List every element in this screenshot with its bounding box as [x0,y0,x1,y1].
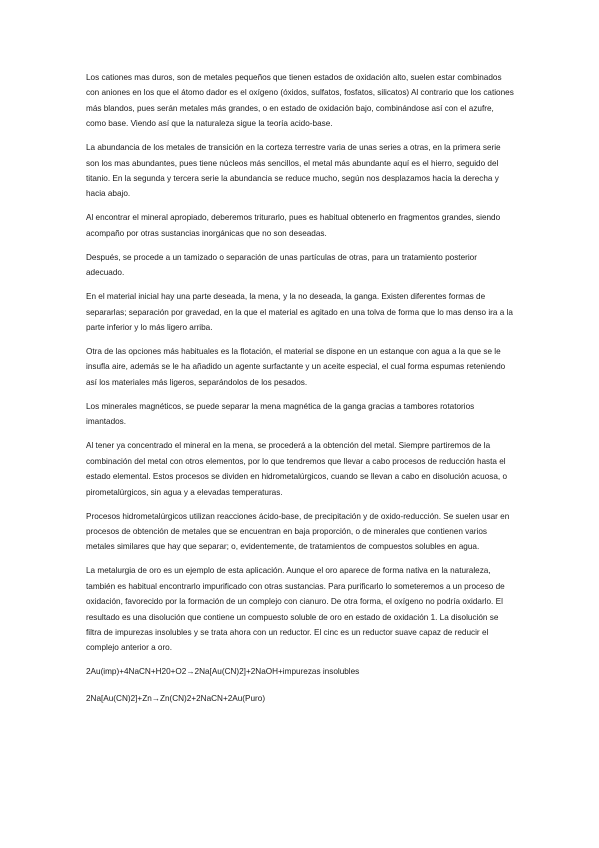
paragraph-cationes: Los cationes mas duros, son de metales pequeños que tienen estados de oxidación alto, suelen estar combinados con aniones en los que el átomo dador es el oxígeno (óxidos, sulfatos, fosfatos, silicatos) Al contrario que los cationes más blandos, pues serán metales más grandes, o en estado de oxidación bajo, combinándose así con el azufre, como base. Viendo así que la naturaleza sigue la teoría acido-base. [86,73,514,129]
equation-reduction: 2Na[Au(CN)2]+Zn→Zn(CN)2+2NaCN+2Au(Puro) [86,693,266,703]
paragraph-abundancia: La abundancia de los metales de transición en la corteza terrestre varia de unas series a otras, en la primera serie son los mas abundantes, pues tiene núcleos más sencillos, el metal más abundante aquí es el hierro, seguido del titanio. En la segunda y tercera serie la abundancia se reduce mucho, según nos desplazamos hacia la derecha y hacia abajo. [86,143,501,199]
equation-oxidation: 2Au(imp)+4NaCN+H20+O2→2Na[Au(CN)2]+2NaOH+impurezas insolubles [86,667,360,677]
paragraph-metalurgia-oro: La metalurgia de oro es un ejemplo de esta aplicación. Aunque el oro aparece de forma nativa en la naturaleza, también es habitual encontrarlo impurificado con otras sustancias. Para purificarlo lo someteremos a un proceso de oxidación, favorecido por la formación de un complejo con cianuro. De otra forma, el oxígeno no podría oxidarlo. El resultado es una disolución que contiene un compuesto soluble de oro en estado de oxidación 1. La disolución se filtra de impurezas insolubles y se trata ahora con un reductor. El cinc es un reductor suave capaz de reducir el complejo anterior a oro. [86,566,505,653]
paragraph-magneticos: Los minerales magnéticos, se puede separar la mena magnética de la ganga gracias a tambores rotatorios imantados. [86,401,475,427]
paragraph-tamizado: Después, se procede a un tamizado o separación de unas partículas de otras, para un tratamiento posterior adecuado. [86,252,477,278]
paragraph-hidrometalurgicos: Procesos hidrometalúrgicos utilizan reacciones ácido-base, de precipitación y de oxido-reducción. Se suelen usar en procesos de obtención de metales que se encuentran en baja proporción, o de minerales que contienen varios metales similares que hay que separar; o, evidentemente, de tratamientos de compuestos solubles en agua. [86,511,510,552]
document-page [86,70,516,717]
paragraph-obtencion-metal: Al tener ya concentrado el mineral en la mena, se procederá a la obtención del metal. Siempre partiremos de la combinación del metal con otros elementos, por lo que tendremos que llevar a cabo procesos de reducción hasta el estado elemental. Estos procesos se dividen en hidrometalúrgicos, cuando se llevan a cabo en disolución acuosa, o pirometalúrgicos, sin agua y a elevadas temperaturas. [86,441,508,497]
paragraph-mena-ganga: En el material inicial hay una parte deseada, la mena, y la no deseada, la ganga. Existen diferentes formas de separarlas; separación por gravedad, en la que el material es agitado en una tolva de forma que lo mas denso ira a la parte inferior y lo más ligero arriba. [86,292,513,333]
paragraph-triturar: Al encontrar el mineral apropiado, deberemos triturarlo, pues es habitual obtenerlo en fragmentos grandes, siendo acompaño por otras sustancias inorgánicas que no son deseadas. [86,213,501,238]
paragraph-flotacion: Otra de las opciones más habituales es la flotación, el material se dispone en un estanque con agua a la que se le insufla aire, además se le ha añadido un agente surfactante y un aceite especial, el cual forma espumas reteniendo así los materiales más ligeros, separándolos de los pesados. [86,347,506,387]
